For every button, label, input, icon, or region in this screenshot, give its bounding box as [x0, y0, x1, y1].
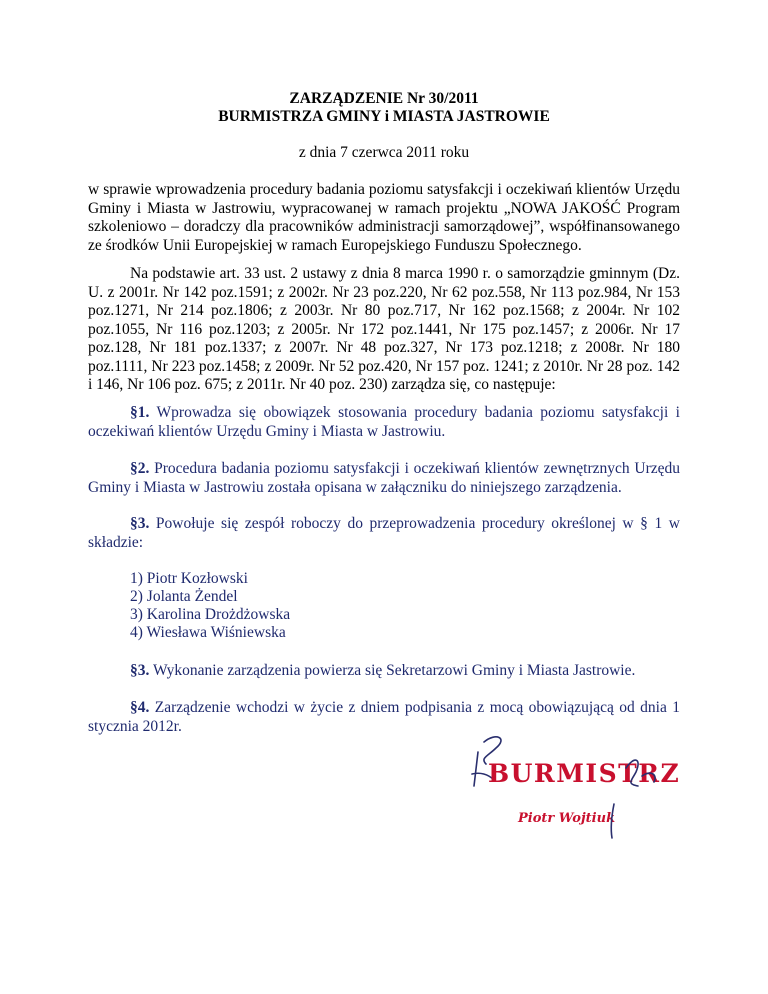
stamp-title: BURMISTRZ [488, 759, 681, 788]
document-title: ZARZĄDZENIE Nr 30/2011 [289, 90, 479, 107]
section-1 [88, 404, 680, 441]
section-mark: §3. [130, 515, 150, 532]
section-mark: §4. [130, 699, 150, 716]
section-3-team [88, 515, 680, 552]
section-text: Powołuje się zespół roboczy do przeprowadzenia procedury określonej w § 1 w składzie: [88, 515, 680, 551]
stamp-name: Piotr Wojtiuk [518, 811, 616, 826]
section-mark: §1. [130, 404, 150, 421]
legal-basis-paragraph: Na podstawie art. 33 ust. 2 ustawy z dnia 8 marca 1990 r. o samorządzie gminnym (Dz. U. z 2001r. Nr 142 poz.1591; z 2002r. Nr 23 poz.220, Nr 62 poz.558, Nr 113 poz.984, Nr 153 poz.1271, Nr 214 poz.1806; z 2003r. Nr 80 poz.717, Nr 162 poz.1568; z 2004r. Nr 102 poz.1055, Nr 116 poz.1203; z 2005r. Nr 172 poz.1441, Nr 175 poz.1457; z 2006r. Nr 17 poz.128, Nr 181 poz.1337; z 2007r. Nr 48 poz.327, Nr 173 poz.1218; z 2008r. Nr 180 poz.1111, Nr 223 poz.1458; z 2009r. Nr 52 poz.420, Nr 157 poz. 1241; z 2010r. Nr 28 poz. 142 i 146, Nr 106 poz. 675; z 2011r. Nr 40 poz. 230) zarządza się, co następuje: [88, 265, 680, 393]
section-text: Procedura badania poziomu satysfakcji i oczekiwań klientów zewnętrznych Urzędu Gminy i Miasta w Jastrowiu została opisana w załączniku do niniejszego zarządzenia. [88, 460, 680, 496]
section-text: Wykonanie zarządzenia powierza się Sekretarzowi Gminy i Miasta Jastrowie. [149, 662, 636, 679]
mayor-stamp-signature [466, 728, 696, 848]
section-mark: §2. [130, 460, 150, 477]
section-mark: §3. [130, 662, 150, 679]
section-3-execution [88, 662, 680, 681]
section-text: Zarządzenie wchodzi w życie z dniem podpisania z mocą obowiązującą od dnia 1 stycznia 2012r. [88, 699, 680, 735]
section-2 [88, 460, 680, 497]
subject-paragraph: w sprawie wprowadzenia procedury badania poziomu satysfakcji i oczekiwań klientów Urzędu Gminy i Miasta w Jastrowiu, wypracowanej w ramach projektu „NOWA JAKOŚĆ Program szkoleniowo – doradczy dla pracowników administracji samorządowej”, współfinansowanego ze środków Unii Europejskiej w ramach Europejskiego Funduszu Społecznego. [88, 181, 680, 254]
team-member: 1) Piotr Kozłowski [130, 570, 248, 587]
section-text: Wprowadza się obowiązek stosowania procedury badania poziomu satysfakcji i oczekiwań klientów Urzędu Gminy i Miasta w Jastrowiu. [88, 404, 680, 440]
team-member: 2) Jolanta Żendel [130, 588, 238, 605]
document-date: z dnia 7 czerwca 2011 roku [298, 144, 470, 161]
team-member: 4) Wiesława Wiśniewska [130, 624, 286, 641]
document-issuer: BURMISTRZA GMINY i MIASTA JASTROWIE [218, 108, 550, 125]
team-member: 3) Karolina Drożdżowska [130, 606, 291, 623]
